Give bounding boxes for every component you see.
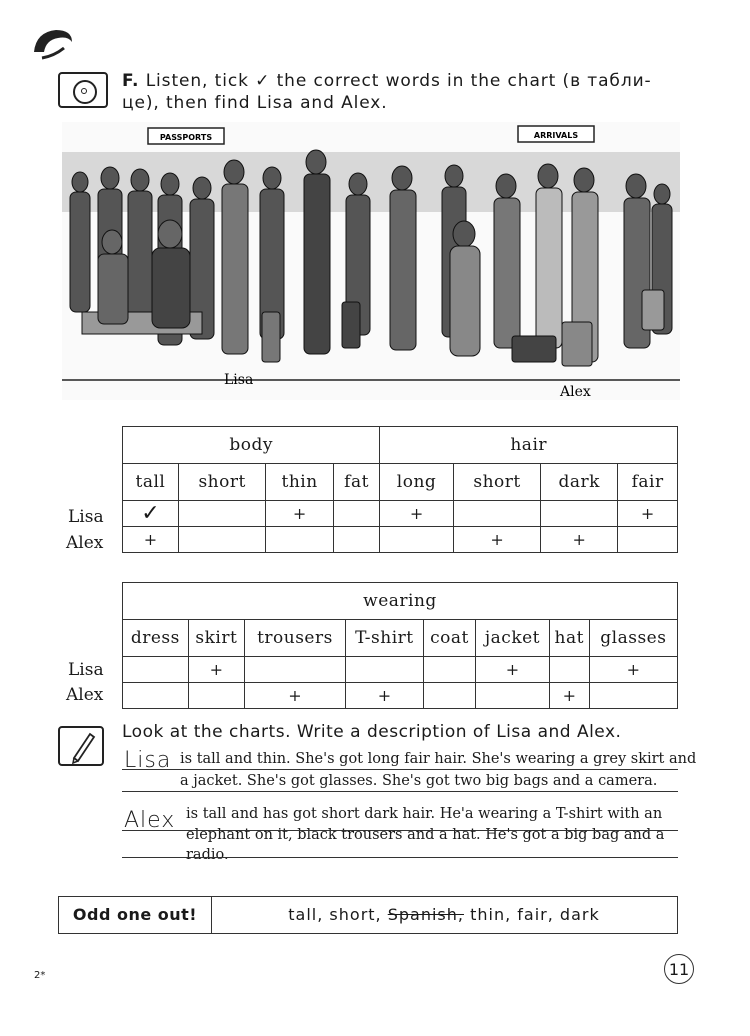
chart-cell[interactable] — [423, 683, 475, 709]
table-row — [123, 657, 678, 683]
column-header-short-hair: short — [453, 464, 541, 501]
writing-line — [122, 857, 678, 858]
chart-cell[interactable] — [188, 683, 244, 709]
wearing-chart — [122, 582, 678, 709]
alex-description-line-1: is tall and has got short dark hair. He'a wearing a T-shirt with an — [186, 806, 663, 822]
group-header-wearing: wearing — [123, 583, 678, 620]
word-item[interactable]: short, — [329, 905, 382, 924]
chart-cell[interactable]: + — [380, 501, 453, 527]
lisa-description-line-2: a jacket. She's got glasses. She's got two big bags and a camera. — [180, 773, 658, 789]
chart-cell[interactable] — [123, 683, 189, 709]
passports-sign — [148, 128, 224, 144]
lisa-handwritten-name: Lisa — [124, 748, 172, 773]
chart-cell[interactable]: + — [618, 501, 678, 527]
corner-logo-icon — [28, 22, 78, 62]
table-row — [123, 683, 678, 709]
lisa-description-line-1: is tall and thin. She's got long fair hair. She's wearing a grey skirt and — [180, 751, 697, 767]
column-header-glasses: glasses — [589, 620, 677, 657]
chart-cell[interactable]: + — [245, 683, 346, 709]
lisa-picture-label: Lisa — [224, 372, 254, 388]
chart-cell[interactable]: + — [345, 683, 423, 709]
column-header-fair: fair — [618, 464, 678, 501]
column-header-short: short — [178, 464, 266, 501]
word-item[interactable]: dark — [559, 905, 600, 924]
chart-cell[interactable] — [476, 683, 550, 709]
column-header-dress: dress — [123, 620, 189, 657]
table2-row-label-alex: Alex — [66, 685, 104, 705]
chart-cell[interactable] — [345, 657, 423, 683]
chart-cell[interactable]: + — [476, 657, 550, 683]
column-header-trousers: trousers — [245, 620, 346, 657]
chart-cell[interactable] — [178, 527, 266, 553]
passports-sign-text: PASSPORTS — [159, 133, 213, 142]
table2-row-label-lisa: Lisa — [68, 660, 104, 680]
chart-cell[interactable]: + — [453, 527, 541, 553]
word-item[interactable]: fair, — [517, 905, 554, 924]
alex-description-line-2: elephant on it, black trousers and a hat. He's got a big bag and a — [186, 827, 665, 843]
column-header-t-shirt: T-shirt — [345, 620, 423, 657]
chart-cell[interactable] — [453, 501, 541, 527]
chart-cell[interactable] — [333, 527, 380, 553]
table1-row-label-alex: Alex — [66, 533, 104, 553]
chart-cell[interactable]: + — [266, 501, 333, 527]
arrivals-sign — [518, 126, 594, 142]
corner-mark: 2* — [34, 970, 46, 981]
arrivals-sign-text: ARRIVALS — [533, 131, 579, 140]
odd-one-out-title: Odd one out! — [59, 897, 212, 933]
chart-cell[interactable] — [266, 527, 333, 553]
chart-cell[interactable]: + — [541, 527, 618, 553]
column-header-tall: tall — [123, 464, 179, 501]
chart-cell[interactable] — [333, 501, 380, 527]
column-header-thin: thin — [266, 464, 333, 501]
column-header-jacket: jacket — [476, 620, 550, 657]
chart-cell[interactable] — [245, 657, 346, 683]
alex-picture-label: Alex — [560, 384, 591, 400]
table-row — [123, 501, 678, 527]
instruction-line-1: Listen, tick ✓ the correct words in the chart (в табли- — [145, 71, 652, 91]
page-number: 11 — [664, 954, 694, 984]
airport-crowd-illustration — [62, 122, 680, 400]
chart-cell[interactable] — [589, 683, 677, 709]
writing-task-instruction: Look at the charts. Write a description of Lisa and Alex. — [122, 722, 622, 742]
word-item-crossed[interactable]: Spanish, — [387, 905, 464, 924]
chart-cell[interactable]: ✓ — [123, 501, 179, 527]
alex-description-line-3: radio. — [186, 847, 229, 863]
chart-cell[interactable] — [549, 657, 589, 683]
cd-audio-icon — [58, 72, 108, 108]
odd-one-out-box — [58, 896, 678, 934]
instruction-line-2: це), then find Lisa and Alex. — [122, 93, 388, 113]
pencil-writing-icon — [58, 726, 104, 766]
chart-cell[interactable] — [618, 527, 678, 553]
table-row — [123, 527, 678, 553]
body-hair-chart — [122, 426, 678, 553]
chart-cell[interactable]: + — [589, 657, 677, 683]
word-item[interactable]: tall, — [288, 905, 324, 924]
word-item[interactable]: thin, — [470, 905, 512, 924]
chart-cell[interactable] — [178, 501, 266, 527]
chart-cell[interactable] — [423, 657, 475, 683]
group-header-hair: hair — [380, 427, 678, 464]
group-header-body: body — [123, 427, 380, 464]
exercise-letter: F. — [122, 71, 140, 91]
chart-cell[interactable] — [123, 657, 189, 683]
writing-line — [122, 791, 678, 792]
column-header-fat: fat — [333, 464, 380, 501]
column-header-dark: dark — [541, 464, 618, 501]
exercise-instruction — [122, 70, 692, 114]
column-header-skirt: skirt — [188, 620, 244, 657]
writing-line — [122, 830, 678, 831]
alex-handwritten-name: Alex — [124, 808, 176, 833]
chart-cell[interactable] — [541, 501, 618, 527]
column-header-hat: hat — [549, 620, 589, 657]
column-header-long: long — [380, 464, 453, 501]
chart-cell[interactable]: + — [123, 527, 179, 553]
chart-cell[interactable]: + — [549, 683, 589, 709]
writing-line — [122, 769, 678, 770]
column-header-coat: coat — [423, 620, 475, 657]
table1-row-label-lisa: Lisa — [68, 507, 104, 527]
chart-cell[interactable]: + — [188, 657, 244, 683]
odd-one-out-words — [211, 897, 677, 933]
chart-cell[interactable] — [380, 527, 453, 553]
